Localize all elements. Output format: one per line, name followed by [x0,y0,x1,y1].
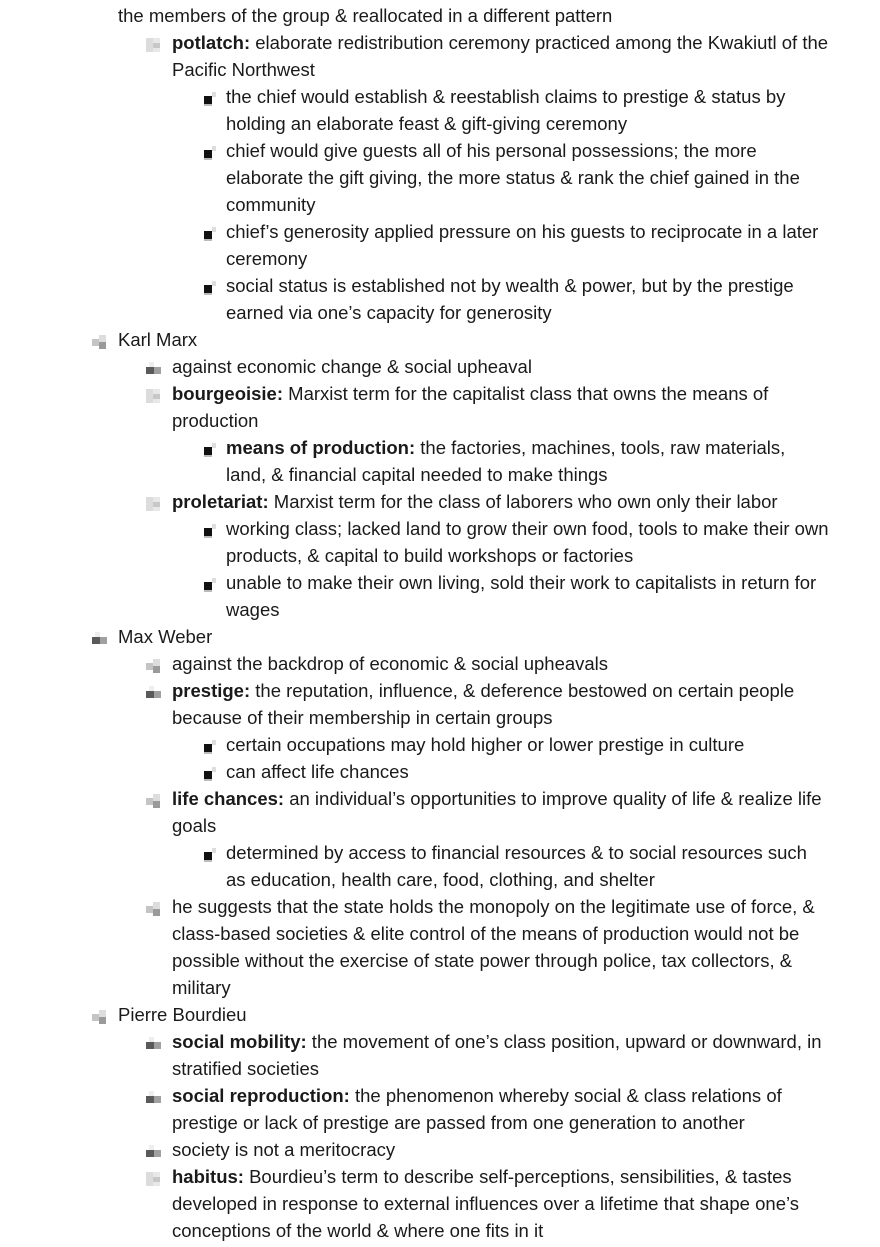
bullet-icon [146,686,162,700]
term: social mobility: [172,1031,307,1052]
list-item: against economic change & social upheaval [0,353,880,380]
definition: Marxist term for the capitalist class that owns the means of production [172,383,769,431]
list-item: society is not a meritocracy [0,1136,880,1163]
bullet-icon [200,740,216,754]
continuation-text: the members of the group & reallocated in a different pattern [118,5,613,26]
notes-document [0,2,880,1244]
bullet-icon [146,497,162,511]
list-item: certain occupations may hold higher or lower prestige in culture [0,731,880,758]
bullet-icon [146,659,162,673]
list-item-habitus [0,1163,880,1244]
heading-pierre-bourdieu: Pierre Bourdieu [0,1001,880,1028]
bullet-icon [200,146,216,160]
bullet-icon [146,1037,162,1051]
bullet-icon [146,1145,162,1159]
bullet-icon [200,443,216,457]
definition: the reputation, influence, & deference bestowed on certain people because of their membership in certain groups [172,680,795,728]
list-item-social-reproduction [0,1082,880,1136]
list-item: against the backdrop of economic & social upheavals [0,650,880,677]
list-item-social-mobility [0,1028,880,1082]
term: proletariat: [172,491,269,512]
bullet-icon [146,389,162,403]
bullet-icon [146,1091,162,1105]
term: life chances: [172,788,285,809]
list-item: social status is established not by wealth & power, but by the prestige earned via one’s capacity for generosity [0,272,880,326]
term: potlatch: [172,32,251,53]
term: means of production: [226,437,416,458]
bullet-icon [200,848,216,862]
list-item-life-chances [0,785,880,839]
list-item: unable to make their own living, sold their work to capitalists in return for wages [0,569,880,623]
definition: the movement of one’s class position, upward or downward, in stratified societies [172,1031,822,1079]
bullet-icon [200,227,216,241]
list-item: determined by access to financial resources & to social resources such as education, health care, food, clothing, and shelter [0,839,880,893]
list-item: the chief would establish & reestablish claims to prestige & status by holding an elaborate feast & gift-giving ceremony [0,83,880,137]
heading-karl-marx: Karl Marx [0,326,880,353]
definition: the factories, machines, tools, raw materials, land, & financial capital needed to make things [226,437,786,485]
term: prestige: [172,680,251,701]
term: social reproduction: [172,1085,350,1106]
definition: the phenomenon whereby social & class relations of prestige or lack of prestige are passed from one generation to another [172,1085,782,1133]
heading-max-weber: Max Weber [0,623,880,650]
definition: Bourdieu’s term to describe self-perceptions, sensibilities, & tastes developed in response to external influences over a lifetime that shape one’s conceptions of the world & where one fits in it [172,1166,800,1241]
bullet-icon [146,1172,162,1186]
bullet-icon [200,524,216,538]
term: habitus: [172,1166,244,1187]
bullet-icon [200,281,216,295]
list-item-proletariat [0,488,880,515]
list-item: chief would give guests all of his personal possessions; the more elaborate the gift giving, the more status & rank the chief gained in the community [0,137,880,218]
term: bourgeoisie: [172,383,284,404]
list-item-potlatch [0,29,880,83]
definition: an individual’s opportunities to improve quality of life & realize life goals [172,788,822,836]
bullet-icon [200,92,216,106]
bullet-icon [92,335,108,349]
definition: elaborate redistribution ceremony practiced among the Kwakiutl of the Pacific Northwest [172,32,829,80]
list-item: can affect life chances [0,758,880,785]
list-item-bourgeoisie [0,380,880,434]
list-item-means-of-production [0,434,880,488]
bullet-icon [146,38,162,52]
list-item: he suggests that the state holds the monopoly on the legitimate use of force, & class-based societies & elite control of the means of production would not be possible without the exercise of state power through police, tax collectors, & military [0,893,880,1001]
bullet-icon [146,902,162,916]
bullet-icon [92,632,108,646]
bullet-icon [200,767,216,781]
list-item-prestige [0,677,880,731]
list-item: working class; lacked land to grow their own food, tools to make their own products, & capital to build workshops or factories [0,515,880,569]
bullet-icon [146,362,162,376]
bullet-icon [146,794,162,808]
definition: Marxist term for the class of laborers who own only their labor [268,491,778,512]
list-item: chief’s generosity applied pressure on his guests to reciprocate in a later ceremony [0,218,880,272]
bullet-icon [92,1010,108,1024]
bullet-icon [200,578,216,592]
